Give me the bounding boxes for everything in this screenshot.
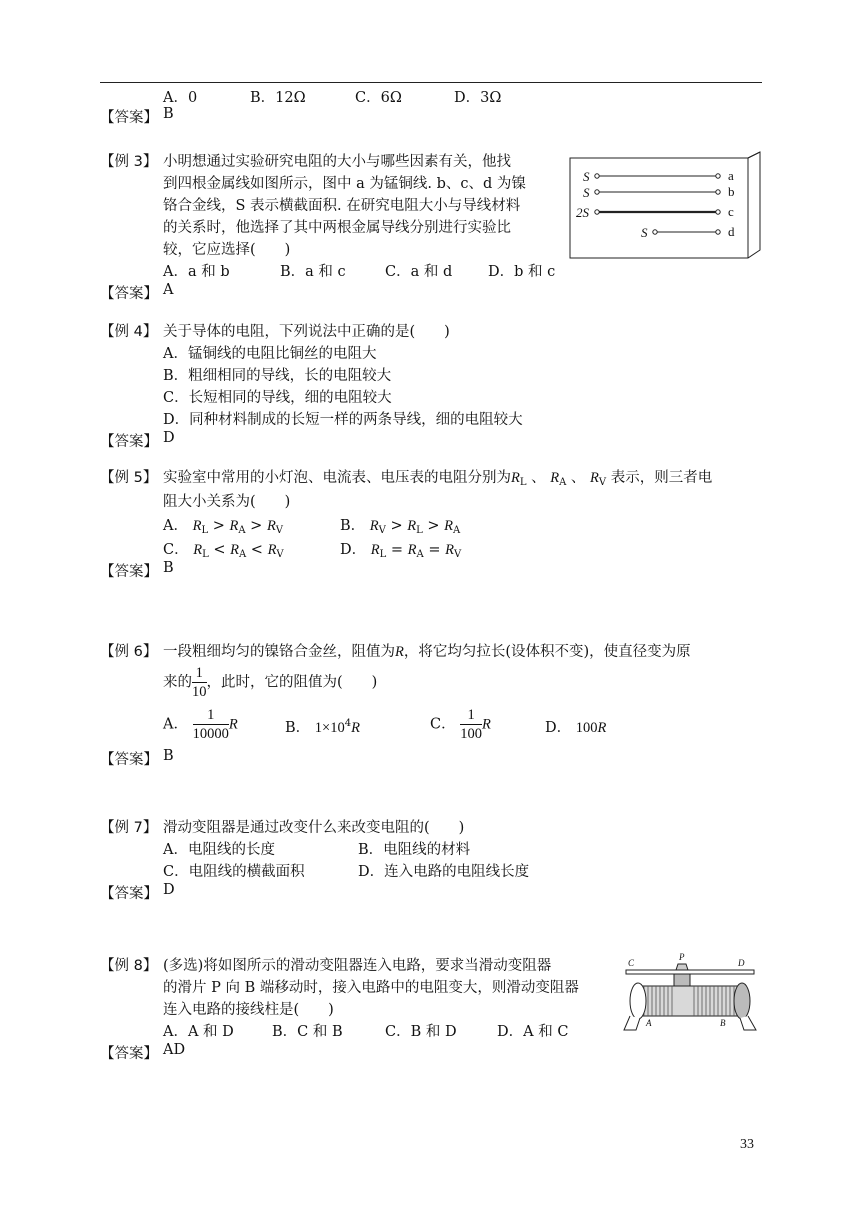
- q6-option-c-num: 1: [460, 706, 482, 725]
- q5-line-1: 实验室中常用的小灯泡、电流表、电压表的电阻分别为$R_L$ 、 $R_A$ 、 $R_V$ 表示，则三者电: [163, 470, 713, 488]
- rheostat-label-a: A: [646, 1018, 652, 1028]
- q7-tag: 【例 7】: [100, 820, 158, 836]
- q4-stem: 关于导体的电阻，下列说法中正确的是( ): [163, 324, 450, 340]
- q6-line-2-pre: 来的: [163, 674, 192, 691]
- q5-option-d: D． $R_L = R_A = R_V$: [340, 542, 462, 560]
- q7-stem: 滑动变阻器是通过改变什么来改变电阻的( ): [163, 820, 465, 836]
- q8-option-a: A．A 和 D: [163, 1024, 234, 1040]
- fig-label-2s-c: 2S: [576, 205, 589, 220]
- q7-option-c: C．电阻线的横截面积: [163, 864, 305, 880]
- q4-answer-tag: 【答案】: [100, 434, 158, 450]
- q2-option-a: A．0: [163, 90, 198, 106]
- rheostat-label-d: D: [738, 958, 745, 968]
- q5-option-b: B． $R_V > R_L > R_A$: [340, 518, 461, 536]
- q6-option-b: [285, 716, 360, 737]
- q2-option-d: D．3Ω: [454, 90, 502, 106]
- q3-option-d: D．b 和 c: [488, 264, 556, 280]
- q6-var-r: R: [395, 644, 404, 660]
- q4-option-d: D．同种材料制成的长短一样的两条导线，细的电阻较大: [163, 412, 523, 428]
- q7-option-b: B．电阻线的材料: [358, 842, 471, 858]
- q6-option-c-letter: C．: [430, 716, 456, 733]
- q6-option-a: [163, 706, 238, 743]
- fig-label-s-b: S: [583, 185, 590, 200]
- q2-answer: B: [163, 106, 174, 122]
- q6-fraction: [192, 664, 207, 701]
- q5-tag: 【例 5】: [100, 470, 158, 486]
- q2-answer-tag: 【答案】: [100, 110, 158, 126]
- fig-label-a: a: [728, 168, 734, 183]
- rheostat-label-p: P: [679, 952, 685, 962]
- q6-option-c: [430, 706, 491, 743]
- q8-option-c: C．B 和 D: [385, 1024, 457, 1040]
- q4-option-c: C．长短相同的导线，细的电阻较大: [163, 390, 392, 406]
- q3-line-2: 到四根金属线如图所示，图中 a 为锰铜线. b、c、d 为镍: [163, 176, 526, 192]
- q6-line-2: [163, 664, 377, 701]
- q4-option-a: A．锰铜线的电阻比铜丝的电阻大: [163, 346, 377, 362]
- fig-label-b: b: [728, 184, 735, 199]
- q8-option-b: B．C 和 B: [272, 1024, 343, 1040]
- q8-answer: AD: [163, 1042, 186, 1058]
- q7-option-d: D．连入电路的电阻线长度: [358, 864, 530, 880]
- q5-option-a-letter: A．: [163, 518, 188, 534]
- q4-option-b: B．粗细相同的导线，长的电阻较大: [163, 368, 392, 384]
- q3-line-4: 的关系时，他选择了其中两根金属导线分别进行实验比: [163, 220, 511, 236]
- fig-label-d: d: [728, 224, 735, 239]
- q6-option-a-frac: [193, 706, 229, 743]
- q3-option-a: A．a 和 b: [163, 264, 230, 280]
- fig-label-s-d: S: [641, 225, 648, 240]
- rheostat-label-b: B: [720, 1018, 726, 1028]
- q8-line-2: 的滑片 P 向 B 端移动时，接入电路中的电阻变大，则滑动变阻器: [163, 980, 579, 996]
- q5-option-b-letter: B．: [340, 518, 366, 534]
- fig-label-s-a: S: [583, 169, 590, 184]
- q6-tag: 【例 6】: [100, 644, 158, 660]
- q6-option-d-letter: D．: [545, 720, 572, 736]
- q6-option-c-den: 100: [460, 726, 482, 742]
- q6-option-a-r: R: [228, 716, 238, 733]
- q8-tag: 【例 8】: [100, 958, 158, 974]
- q5-line-1-text: 实验室中常用的小灯泡、电流表、电压表的电阻分别为: [163, 470, 511, 486]
- q2-option-b: B．12Ω: [250, 90, 306, 106]
- q6-line-1-text: 一段粗细均匀的镍铬合金丝，阻值为: [163, 644, 395, 660]
- q5-line-2: 阻大小关系为( ): [163, 494, 291, 510]
- q8-line-1: (多选)将如图所示的滑动变阻器连入电路，要求当滑动变阻器: [163, 958, 552, 974]
- q6-option-b-letter: B．: [285, 720, 311, 736]
- q7-answer: D: [163, 882, 175, 898]
- q3-option-b: B．a 和 c: [280, 264, 346, 280]
- q6-option-d-r: R: [597, 720, 607, 736]
- q6-option-a-letter: A．: [163, 716, 188, 733]
- q8-line-3: 连入电路的接线柱是( ): [163, 1002, 334, 1018]
- header-rule: [100, 82, 762, 83]
- q6-answer: B: [163, 748, 174, 764]
- fig-label-c: c: [728, 204, 734, 219]
- q6-option-d: [545, 716, 606, 737]
- q4-answer: D: [163, 430, 175, 446]
- q5-option-c-letter: C．: [163, 542, 189, 558]
- q3-answer: A: [163, 282, 174, 298]
- q5-option-a: A． $R_L > R_A > R_V$: [163, 518, 284, 536]
- q5-option-d-letter: D．: [340, 542, 367, 558]
- q6-option-d-value: 100: [575, 720, 598, 736]
- q3-line-1: 小明想通过实验研究电阻的大小与哪些因素有关，他找: [163, 154, 511, 170]
- q6-line-2-post: ，此时，它的阻值为( ): [206, 674, 378, 691]
- q6-option-c-frac: [460, 706, 482, 743]
- q2-option-c: C．6Ω: [355, 90, 402, 106]
- q3-line-5: 较，它应选择( ): [163, 242, 291, 258]
- q7-answer-tag: 【答案】: [100, 886, 158, 902]
- q6-option-a-num: 1: [193, 706, 229, 725]
- q3-line-3: 铬合金线，S 表示横截面积. 在研究电阻大小与导线材料: [163, 198, 521, 214]
- q6-frac-den: 10: [192, 684, 207, 700]
- q8-answer-tag: 【答案】: [100, 1046, 158, 1062]
- q6-option-a-den: 10000: [192, 726, 229, 742]
- wire-samples-figure: [568, 150, 764, 262]
- q6-line-1-mid: ，将它均匀拉长(设体积不变)，使直径变为原: [403, 644, 691, 660]
- q6-option-c-r: R: [481, 716, 491, 733]
- q4-tag: 【例 4】: [100, 324, 158, 340]
- page-number: 33: [740, 1137, 754, 1152]
- q7-option-a: A．电阻线的长度: [163, 842, 275, 858]
- q6-frac-num: 1: [192, 664, 207, 683]
- q6-option-b-r: R: [351, 720, 360, 736]
- q6-line-1: [163, 640, 691, 661]
- rheostat-figure: [616, 950, 766, 1036]
- q6-option-b-base: 1×10: [314, 720, 345, 736]
- q5-answer-tag: 【答案】: [100, 564, 158, 580]
- q5-answer: B: [163, 560, 174, 576]
- rheostat-label-c: C: [628, 958, 635, 968]
- q3-tag: 【例 3】: [100, 154, 158, 170]
- q3-option-c: C．a 和 d: [385, 264, 453, 280]
- q6-option-b-exp: 4: [344, 718, 352, 729]
- q5-line-1-end: 表示，则三者电: [610, 470, 713, 486]
- q3-answer-tag: 【答案】: [100, 286, 158, 302]
- q8-option-d: D．A 和 C: [497, 1024, 569, 1040]
- q5-option-c: C． $R_L < R_A < R_V$: [163, 542, 284, 560]
- q6-answer-tag: 【答案】: [100, 752, 158, 768]
